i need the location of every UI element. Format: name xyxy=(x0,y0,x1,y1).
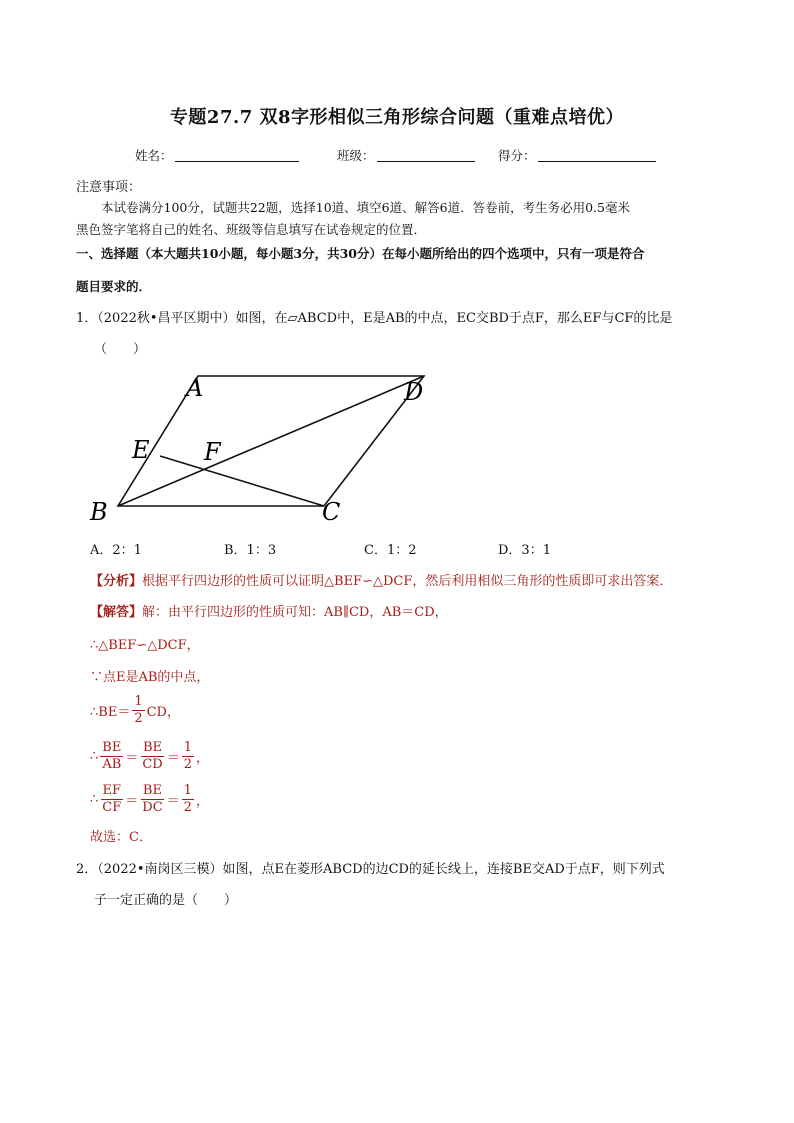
fraction-numerator: 1 xyxy=(134,694,143,709)
answer-text: 解：由平行四边形的性质可知：AB∥CD，AB＝CD， xyxy=(142,605,448,620)
q1-analysis xyxy=(90,572,672,592)
fraction-denominator: 2 xyxy=(183,800,192,815)
answer-tag: 【解答】 xyxy=(90,605,143,620)
q2-stem-line-1: 2．（2022•南岗区三模）如图，点E在菱形ABCD的边CD的延长线上，连接BE交AD于点F，则下列式 xyxy=(76,862,665,877)
notes-line-1: 本试卷满分100分，试题共22题，选择10道、填空6道、解答6道．答卷前，考生务必用0.5毫米 xyxy=(101,200,630,215)
fraction-denominator: AB xyxy=(102,757,122,772)
q1-parallelogram-figure xyxy=(80,368,440,533)
fraction-numerator: BE xyxy=(142,783,162,798)
name-field[interactable] xyxy=(135,146,299,164)
fraction-numerator: BE xyxy=(143,740,163,755)
page-title: 专题27.7 双8字形相似三角形综合问题（重难点培优） xyxy=(169,107,625,128)
class-label: 班级： xyxy=(337,148,375,163)
step4-suffix: ， xyxy=(196,751,210,766)
fraction-ef-cf xyxy=(100,783,123,816)
section-heading-line-1: 一、选择题（本大题共10小题，每小题3分，共30分）在每小题所给出的四个选项中，只有一项是符合 xyxy=(76,246,645,261)
label-c: C xyxy=(322,498,341,526)
fraction-be-dc xyxy=(140,783,164,816)
fraction-denominator: CD xyxy=(142,757,163,772)
fraction-one-half xyxy=(182,740,194,773)
fraction-denominator: 2 xyxy=(183,757,193,772)
analysis-text: 根据平行四边形的性质可以证明△BEF∽△DCF，然后利用相似三角形的性质即可求出答案． xyxy=(142,574,673,589)
label-a: A xyxy=(186,374,204,402)
q1-option-b[interactable]: B．1：3 xyxy=(224,543,277,558)
name-blank[interactable] xyxy=(175,149,299,162)
q1-step-4 xyxy=(90,740,209,773)
fraction-denominator: CF xyxy=(102,800,122,815)
step5-prefix: ∴ xyxy=(90,792,99,807)
fraction-one-half xyxy=(182,783,194,816)
notes-heading: 注意事项： xyxy=(76,180,142,195)
q1-step-3 xyxy=(90,694,180,727)
score-blank[interactable] xyxy=(538,149,656,162)
class-field[interactable] xyxy=(337,146,475,164)
fraction-denominator: DC xyxy=(142,800,163,815)
segment-ec xyxy=(160,456,324,506)
fraction-be-cd xyxy=(140,740,164,773)
step5-suffix: ， xyxy=(195,794,209,809)
equals-sign: ＝ xyxy=(166,794,180,809)
label-b: B xyxy=(90,498,108,526)
q1-option-a[interactable]: A．2：1 xyxy=(90,543,142,558)
equals-sign: ＝ xyxy=(125,794,139,809)
label-d: D xyxy=(404,378,424,406)
label-f: F xyxy=(204,438,221,466)
fraction-numerator: 1 xyxy=(183,740,193,755)
q1-option-d[interactable]: D．3：1 xyxy=(498,543,551,558)
fraction-numerator: EF xyxy=(102,783,122,798)
name-label: 姓名： xyxy=(135,148,173,163)
q1-answer xyxy=(90,603,448,623)
q1-step-1: ∴△BEF∽△DCF， xyxy=(90,638,200,653)
equals-sign: ＝ xyxy=(125,751,139,766)
q1-step-2: ∵点E是AB的中点， xyxy=(90,670,210,685)
label-e: E xyxy=(132,436,150,464)
q1-stem-line-2: （ ） xyxy=(94,342,147,357)
analysis-tag: 【分析】 xyxy=(90,574,143,589)
q1-option-c[interactable]: C．1：2 xyxy=(364,543,417,558)
fraction-numerator: BE xyxy=(102,740,122,755)
fraction-half xyxy=(132,694,144,727)
score-label: 得分： xyxy=(498,148,536,163)
class-blank[interactable] xyxy=(377,149,475,162)
q1-step-5 xyxy=(90,783,209,816)
q1-stem-line-1: 1．（2022秋•昌平区期中）如图，在▱ABCD中，E是AB的中点，EC交BD于点F，那么EF与CF的比是 xyxy=(76,311,673,326)
step4-prefix: ∴ xyxy=(90,749,99,764)
fraction-numerator: 1 xyxy=(183,783,192,798)
diagonal-bd xyxy=(118,376,424,506)
step3-prefix: ∴BE＝ xyxy=(90,705,131,720)
fraction-denominator: 2 xyxy=(134,711,143,726)
notes-line-2: 黑色签字笔将自己的姓名、班级等信息填写在试卷规定的位置． xyxy=(76,222,427,237)
step3-suffix: CD， xyxy=(146,705,180,720)
fraction-be-ab xyxy=(100,740,123,773)
equals-sign: ＝ xyxy=(166,751,180,766)
section-heading-line-2: 题目要求的． xyxy=(76,279,152,294)
q2-stem-line-2: 子一定正确的是（ ） xyxy=(94,893,238,908)
score-field[interactable] xyxy=(498,146,656,164)
q1-choice: 故选：C． xyxy=(90,830,152,845)
